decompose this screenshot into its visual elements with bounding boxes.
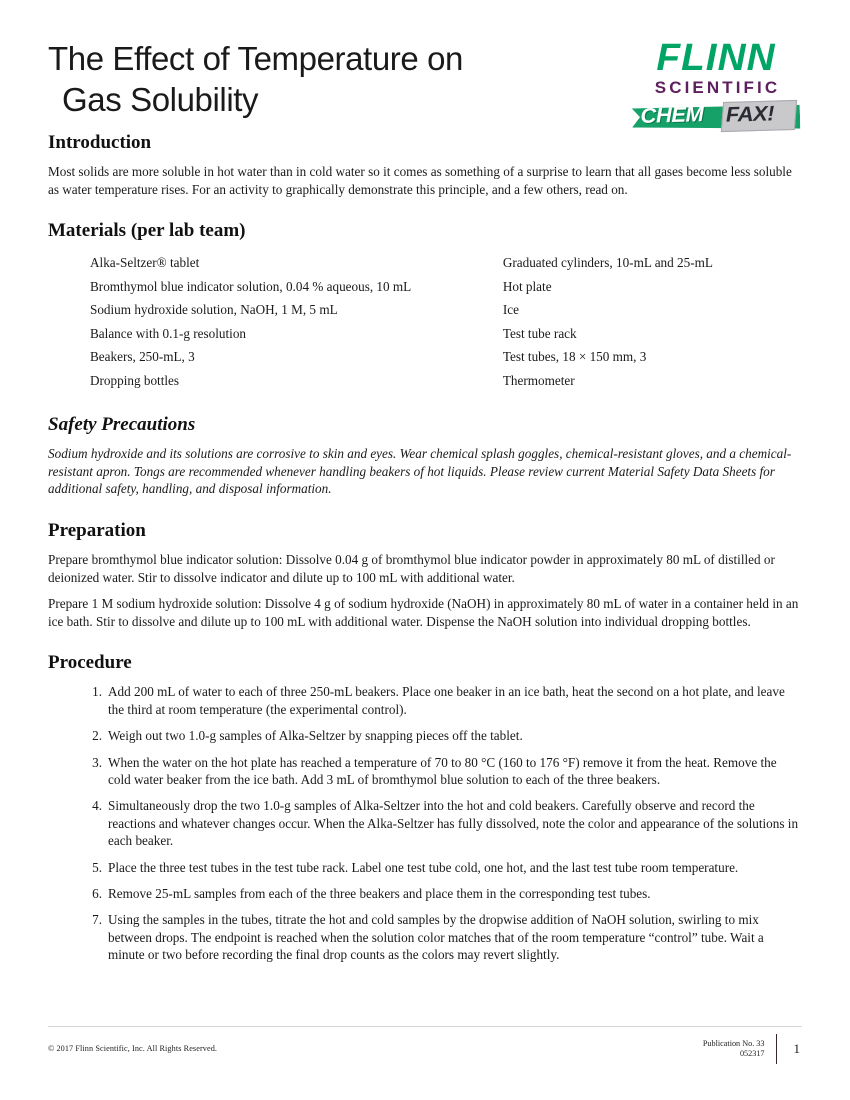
flinn-scientific-logo bbox=[630, 38, 802, 146]
list-item: Using the samples in the tubes, titrate the hot and cold samples by the dropwise addition of NaOH solution, swirling to mix between drops. The endpoint is reached when the solution color matches that of the room temperature “control” tube. Wait a minute or two before recording the final drop counts as the colors may revert slightly. bbox=[108, 912, 764, 963]
banner-chem-text: CHEM bbox=[640, 103, 704, 128]
page-title-line-1: The Effect of Temperature on bbox=[48, 40, 463, 77]
publication-lines bbox=[703, 1039, 776, 1060]
list-item: Balance with 0.1-g resolution bbox=[90, 325, 247, 341]
section-materials bbox=[48, 220, 802, 392]
list-item: Weigh out two 1.0-g samples of Alka-Seltzer by snapping pieces off the tablet. bbox=[108, 728, 523, 744]
procedure-steps-list bbox=[48, 683, 802, 963]
page-footer bbox=[48, 1026, 802, 1070]
list-item: Sodium hydroxide solution, NaOH, 1 M, 5 mL bbox=[90, 302, 338, 318]
list-item: Remove 25-mL samples from each of the three beakers and place them in the corresponding test tubes. bbox=[108, 886, 651, 901]
copyright-text: © 2017 Flinn Scientific, Inc. All Rights Reserved. bbox=[48, 1044, 218, 1053]
footer-divider bbox=[48, 1026, 802, 1027]
section-procedure bbox=[48, 652, 802, 963]
list-item: Test tubes, 18 × 150 mm, 3 bbox=[502, 349, 647, 365]
preparation-paragraph-1: Prepare bromthymol blue indicator solution: Dissolve 0.04 g of bromthymol blue indicator powder in approximately 80 mL of distilled or deionized water. Stir to dissolve indicator and dilute up to 100 mL with additional water. bbox=[48, 551, 775, 585]
section-preparation bbox=[48, 520, 802, 630]
safety-heading: Safety Precautions bbox=[48, 414, 196, 436]
list-item: Hot plate bbox=[502, 278, 552, 294]
list-item: Test tube rack bbox=[502, 325, 577, 341]
list-item: Ice bbox=[502, 302, 519, 318]
list-item: Bromthymol blue indicator solution, 0.04 % aqueous, 10 mL bbox=[90, 278, 412, 294]
introduction-heading: Introduction bbox=[48, 132, 152, 153]
page-number: 1 bbox=[793, 1041, 800, 1056]
materials-right-column bbox=[503, 251, 802, 392]
banner-fax-text: FAX! bbox=[725, 102, 775, 127]
publication-number: Publication No. 33 bbox=[702, 1038, 765, 1048]
list-item: Dropping bottles bbox=[90, 372, 180, 388]
materials-columns bbox=[48, 251, 802, 392]
publication-info bbox=[703, 1034, 802, 1064]
preparation-paragraph-2: Prepare 1 M sodium hydroxide solution: Dissolve 4 g of sodium hydroxide (NaOH) in approximately 80 mL of water in a container held in an ice bath. Stir to dissolve and dilute up to 100 mL with additional water. Dispense the NaOH solution into individual dropping bottles. bbox=[48, 596, 799, 629]
list-item: Add 200 mL of water to each of three 250-mL beakers. Place one beaker in an ice bath, heat the second on a hot plate, and leave the third at room temperature (the experimental control). bbox=[108, 684, 785, 717]
publication-code: 052317 bbox=[739, 1049, 765, 1058]
introduction-paragraph: Most solids are more soluble in hot water than in cold water so it comes as something of a surprise to learn that all gases become less soluble as water temperature rises. For an activity to graphically demonstrate this principle, and a few others, read on. bbox=[48, 164, 792, 197]
list-item: Alka-Seltzer® tablet bbox=[90, 255, 200, 271]
document-body bbox=[48, 132, 802, 981]
chemfax-banner bbox=[630, 101, 802, 132]
logo-subbrand-text: SCIENTIFIC bbox=[654, 78, 781, 97]
page-title-line-2: Gas Solubility bbox=[62, 81, 259, 118]
page-title bbox=[48, 38, 608, 120]
list-item: Simultaneously drop the two 1.0-g samples of Alka-Seltzer into the hot and cold beakers. Carefully observe and record the reactions and whatever changes occur. When the Alka-Seltzer has fully dissolved, note the color and appearance of the solutions in each beaker. bbox=[108, 798, 799, 849]
materials-heading: Materials (per lab team) bbox=[48, 220, 246, 242]
page-header bbox=[48, 38, 802, 146]
list-item: When the water on the hot plate has reached a temperature of 70 to 80 °C (160 to 176 °F) remove it from the heat. Remove the cold water beaker from the ice bath. Add 3 mL of bromthymol blue solution to each of the three beakers. bbox=[108, 754, 777, 787]
procedure-heading: Procedure bbox=[48, 652, 132, 674]
logo-brand-text: FLINN bbox=[656, 37, 776, 79]
preparation-heading: Preparation bbox=[48, 519, 146, 541]
section-introduction bbox=[48, 132, 802, 198]
list-item: Beakers, 250-mL, 3 bbox=[90, 349, 195, 365]
list-item: Graduated cylinders, 10-mL and 25-mL bbox=[502, 255, 713, 271]
section-safety-precautions bbox=[48, 414, 802, 498]
materials-left-column bbox=[90, 251, 503, 392]
safety-paragraph: Sodium hydroxide and its solutions are corrosive to skin and eyes. Wear chemical splash goggles, chemical-resistant gloves, and a chemical-resistant apron. Tongs are recommended whenever handling beakers of hot liquids. Please review current Material Safety Data Sheets for additional safety, handling, and disposal information. bbox=[48, 446, 792, 497]
list-item: Thermometer bbox=[502, 372, 575, 388]
list-item: Place the three test tubes in the test tube rack. Label one test tube cold, one hot, and the last test tube room temperature. bbox=[108, 859, 739, 875]
